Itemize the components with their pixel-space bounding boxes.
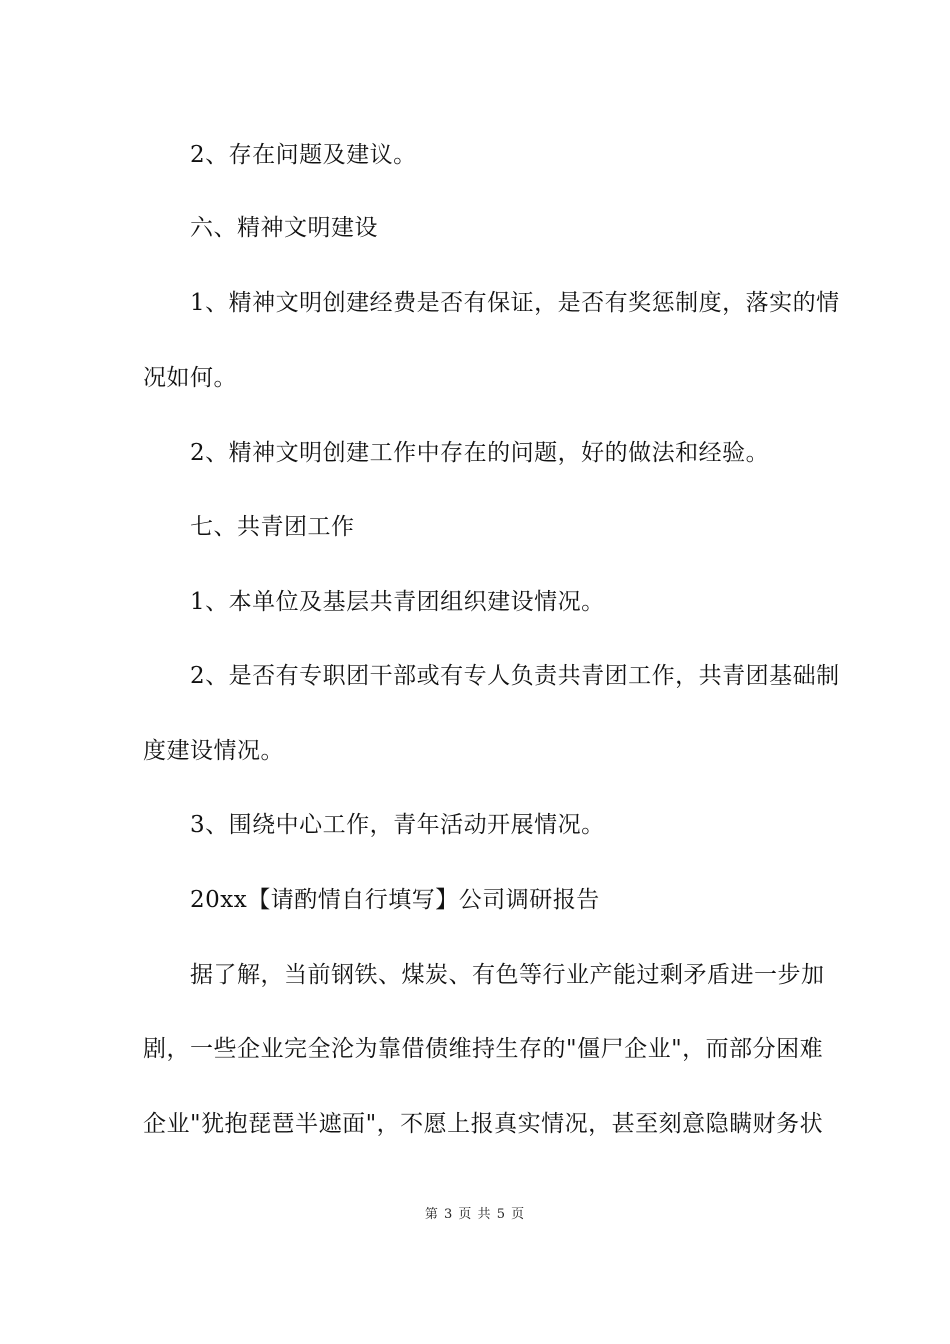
list-item-cadres: 2、是否有专职团干部或有专人负责共青团工作，共青团基础制 [190,663,840,689]
section-heading-youth-league: 七、共青团工作 [190,514,355,540]
list-item-organization: 1、本单位及基层共青团组织建设情况。 [190,589,605,615]
page-number-label: 第 3 页 共 5 页 [424,1207,526,1222]
body-paragraph-line-1: 据了解，当前钢铁、煤炭、有色等行业产能过剩矛盾进一步加 [190,962,825,988]
section-heading-spiritual-civilization: 六、精神文明建设 [190,215,378,241]
list-item-problems-suggestions: 2、存在问题及建议。 [190,142,417,168]
list-item-funding-continued: 况如何。 [143,365,237,391]
report-title: 20xx【请酌情自行填写】公司调研报告 [190,887,600,913]
list-item-funding: 1、精神文明创建经费是否有保证，是否有奖惩制度，落实的情 [190,290,840,316]
list-item-problems-experience: 2、精神文明创建工作中存在的问题，好的做法和经验。 [190,440,770,466]
page-footer [0,1206,950,1224]
list-item-cadres-continued: 度建设情况。 [143,738,284,764]
body-paragraph-line-2: 剧，一些企业完全沦为靠借债维持生存的"僵尸企业"，而部分困难 [143,1036,824,1062]
list-item-activities: 3、围绕中心工作，青年活动开展情况。 [190,812,605,838]
body-paragraph-line-3: 企业"犹抱琵琶半遮面"，不愿上报真实情况，甚至刻意隐瞒财务状 [143,1111,824,1137]
